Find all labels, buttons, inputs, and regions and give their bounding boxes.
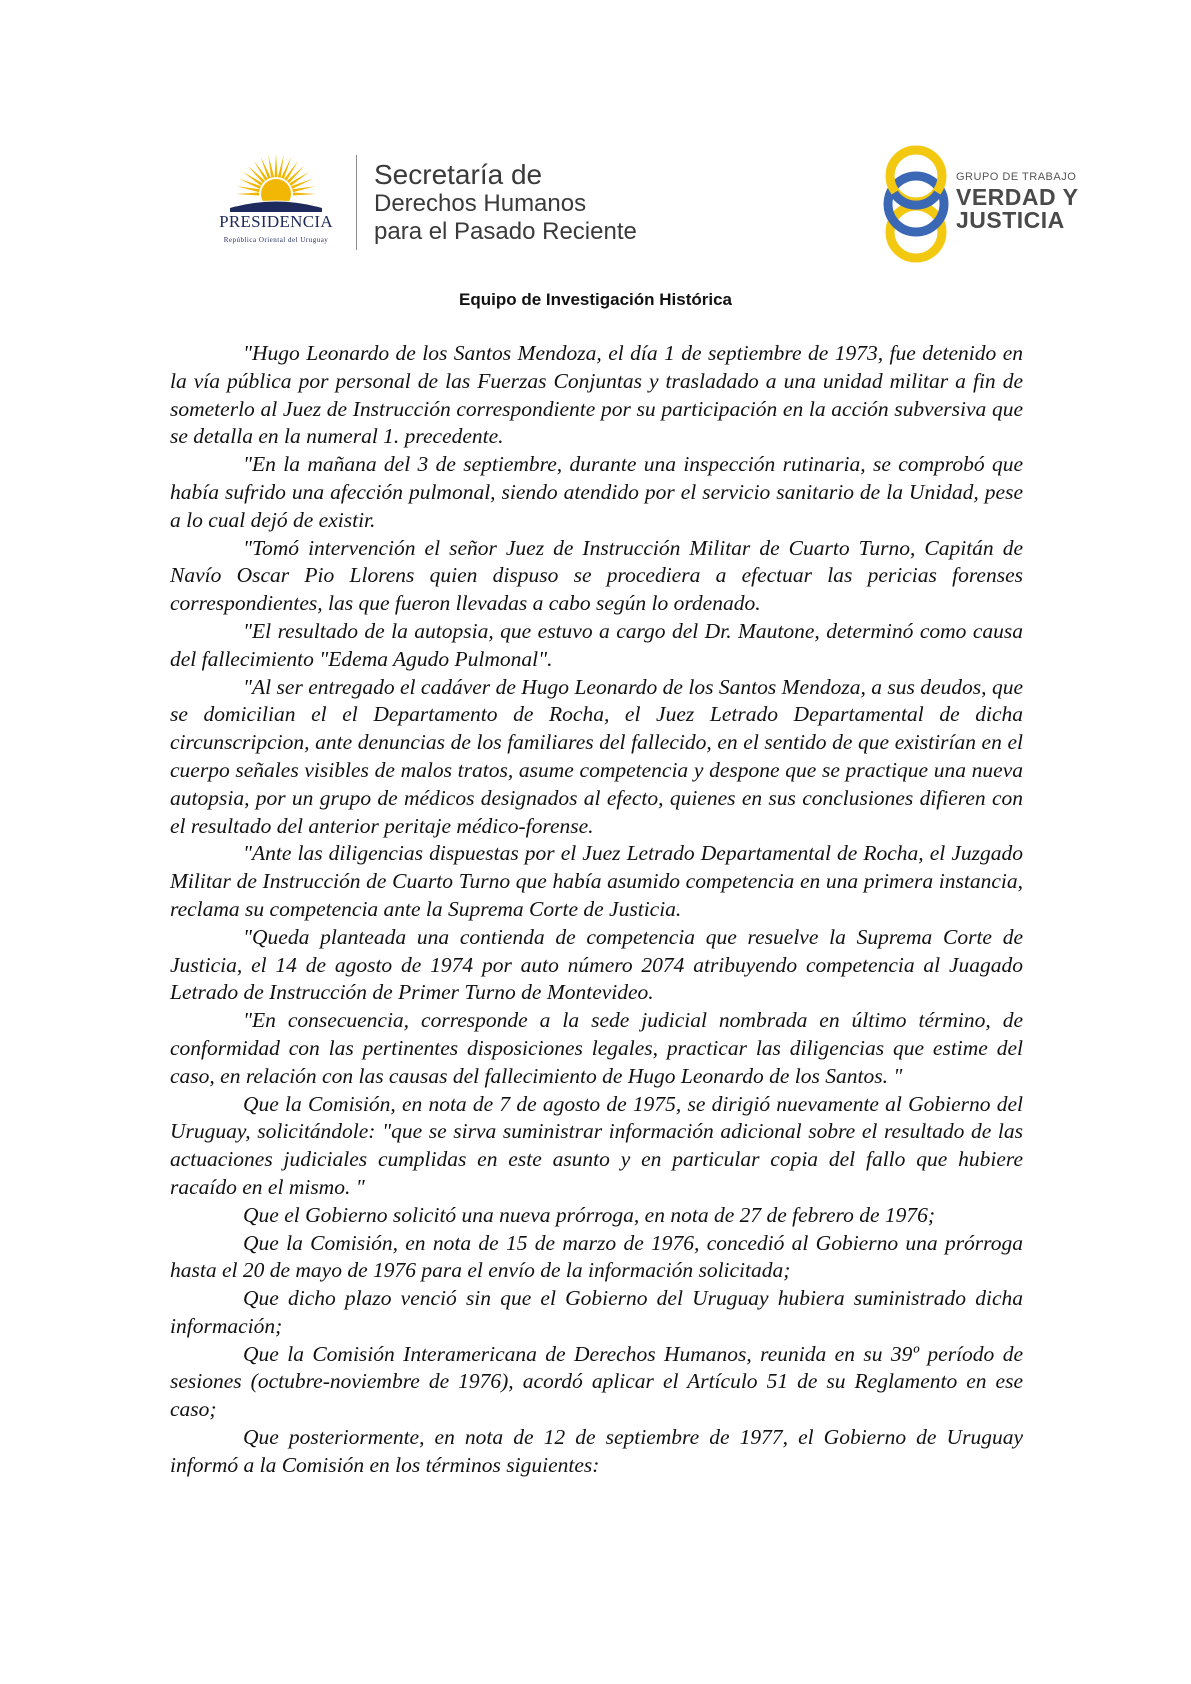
paragraph: "En la mañana del 3 de septiembre, durante una inspección rutinaria, se comprobó que había sufrido una afección pulmonal, siendo atendido por el servicio sanitario de la Unidad, pese a lo cual dejó de existir. [170,452,1023,532]
grupo-small-label: GRUPO DE TRABAJO [956,171,1077,183]
secretaria-line1: Secretaría de [374,159,543,190]
verdad-justicia-logo [880,143,1090,265]
paragraph: "Hugo Leonardo de los Santos Mendoza, el día 1 de septiembre de 1973, fue detenido en la vía pública por personal de las Fuerzas Conjuntas y trasladado a una unidad militar a fin de someterlo al Juez de Instrucción correspondiente por su participación en la acción subversiva que se detalla en la numeral 1. precedente. [170,341,1023,449]
paragraph: "Queda planteada una contienda de competencia que resuelve la Suprema Corte de Justicia, el 14 de agosto de 1974 por auto número 2074 atribuyendo competencia al Juagado Letrado de Instrucción de Primer Turno de Montevideo. [170,924,1023,1005]
secretaria-line3: para el Pasado Reciente [374,218,637,245]
paragraph: "Tomó intervención el señor Juez de Instrucción Militar de Cuarto Turno, Capitán de Navío Oscar Pio Llorens quien dispuso se procediera a efectuar las pericias forenses correspondientes, las que fueron llevadas a cabo según lo ordenado. [170,535,1023,616]
document-body [170,340,1023,1480]
secretaria-logo [374,160,637,246]
presidencia-name: PRESIDENCIA [219,212,333,231]
paragraph: Que el Gobierno solicitó una nueva prórroga, en nota de 27 de febrero de 1976; [243,1202,936,1227]
paragraph: "Ante las diligencias dispuestas por el Juez Letrado Departamental de Rocha, el Juzgado Militar de Instrucción de Cuarto Turno que había asumido competencia en una primera instancia, reclama su competencia ante la Suprema Corte de Justicia. [170,841,1023,921]
paragraph: Que la Comisión Interamericana de Derechos Humanos, reunida en su 39º período de sesiones (octubre-noviembre de 1976), acordó aplicar el Artículo 51 de su Reglamento en ese caso; [170,1341,1023,1422]
paragraph: "En consecuencia, corresponde a la sede judicial nombrada en último término, de conformidad con las pertinentes disposiciones legales, practicar las diligencias que estime del caso, en relación con las causas del fallecimiento de Hugo Leonardo de los Santos. " [170,1008,1023,1088]
paragraph: Que dicho plazo venció sin que el Gobierno del Uruguay hubiera suministrado dicha información; [170,1286,1023,1338]
secretaria-line2: Derechos Humanos [374,190,587,217]
paragraph: Que posteriormente, en nota de 12 de septiembre de 1977, el Gobierno de Uruguay informó a la Comisión en los términos siguientes: [170,1425,1023,1477]
grupo-big-label-1: VERDAD Y [956,184,1079,210]
grupo-big-label-2: JUSTICIA [956,207,1065,233]
paragraph: "El resultado de la autopsia, que estuvo a cargo del Dr. Mautone, determinó como causa del fallecimiento "Edema Agudo Pulmonal". [170,618,1023,671]
header-divider [356,155,357,250]
presidencia-logo [196,150,356,260]
paragraph: Que la Comisión, en nota de 7 de agosto de 1975, se dirigió nuevamente al Gobierno del Uruguay, solicitándole: "que se sirva suministrar información adicional sobre el resultado de las actuaciones judiciales cumplidas en este asunto y en particular copia del fallo que hubiere racaído en el mismo. " [170,1091,1023,1199]
paragraph: Que la Comisión, en nota de 15 de marzo de 1976, concedió al Gobierno una prórroga hasta el 20 de mayo de 1976 para el envío de la información solicitada; [170,1230,1023,1283]
paragraph: "Al ser entregado el cadáver de Hugo Leonardo de los Santos Mendoza, a sus deudos, que se domicilian el el Departamento de Rocha, el Juez Letrado Departamental de dicha circunscripcion, ante denuncias de los familiares del fallecido, en el sentido de que existirían en el cuerpo señales visibles de malos tratos, asume competencia y despone que se practique una nueva autopsia, por un grupo de médicos designados al efecto, quienes en sus conclusiones difieren con el resultado del anterior peritaje médico-forense. [170,674,1023,838]
document-title: Equipo de Investigación Histórica [459,290,732,309]
sun-icon [226,150,326,212]
presidencia-subtitle: República Oriental del Uruguay [223,236,329,244]
rings-icon [880,143,952,265]
